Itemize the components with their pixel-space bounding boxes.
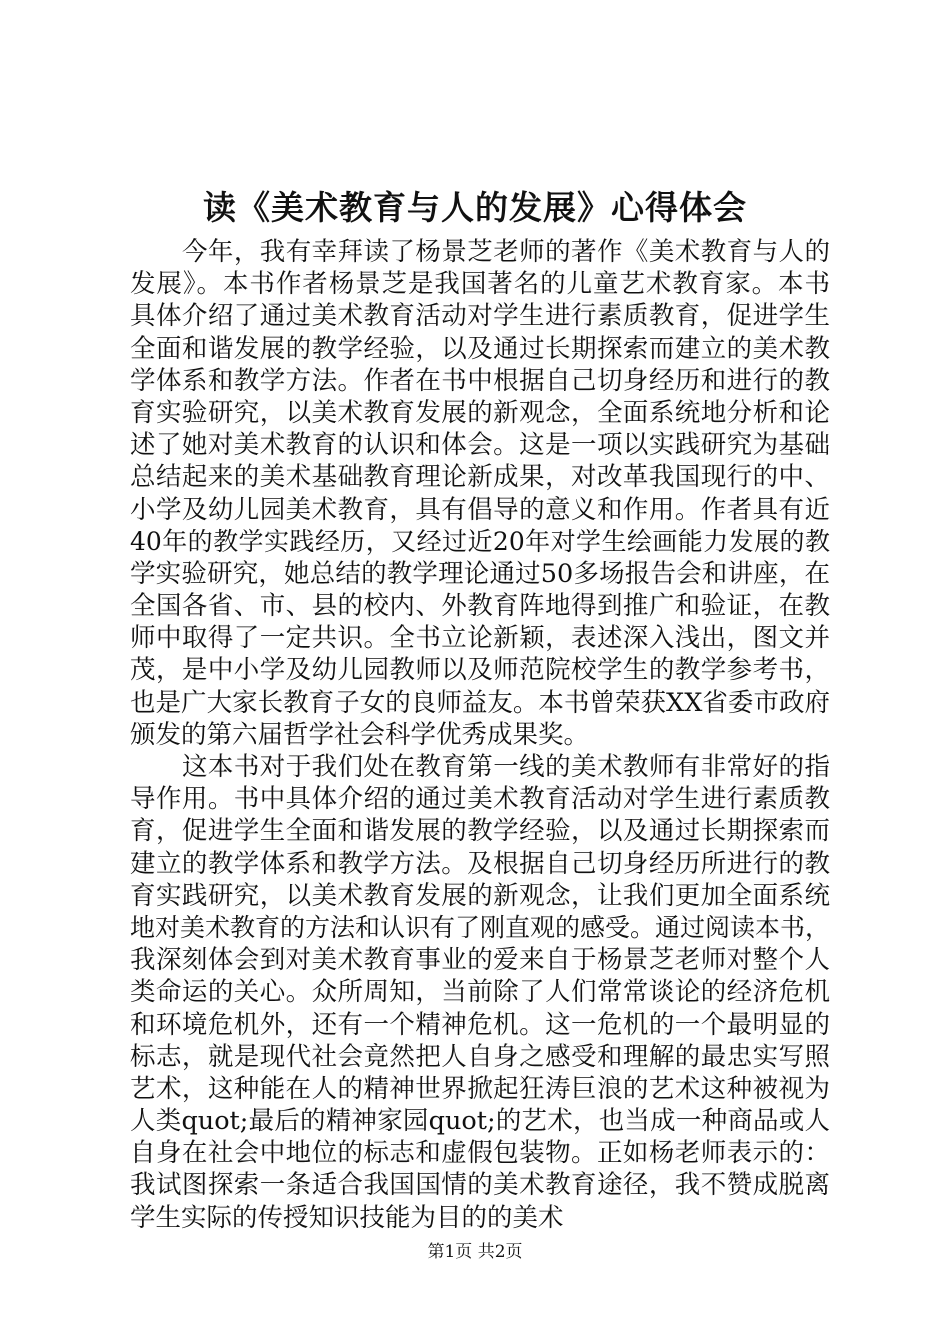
body-text-line: 述了她对美术教育的认识和体会。这是一项以实践研究为基础 (130, 430, 830, 461)
body-text-line: 颁发的第六届哲学社会科学优秀成果奖。 (130, 719, 590, 750)
body-text-line: 这本书对于我们处在教育第一线的美术教师有非常好的指 (182, 752, 830, 782)
body-text-line: 学实验研究，她总结的教学理论通过50多场报告会和讲座，在 (130, 558, 830, 589)
body-text-line: 师中取得了一定共识。全书立论新颖，表述深入浅出，图文并 (130, 623, 830, 654)
body-text-line: 也是广大家长教育子女的良师益友。本书曾荣获XX省委市政府 (130, 687, 830, 718)
body-text-line: 导作用。书中具体介绍的通过美术教育活动对学生进行素质教 (130, 784, 830, 815)
body-text-line: 学体系和教学方法。作者在书中根据自己切身经历和进行的教 (130, 365, 830, 396)
document-body (130, 236, 830, 1234)
body-text-line: 今年，我有幸拜读了杨景芝老师的著作《美术教育与人的 (182, 237, 830, 267)
body-text-line: 艺术，这种能在人的精神世界掀起狂涛巨浪的艺术这种被视为 (130, 1073, 830, 1104)
body-text-line: 茂，是中小学及幼儿园教师以及师范院校学生的教学参考书， (130, 655, 830, 686)
body-text-line: 总结起来的美术基础教育理论新成果，对改革我国现行的中、 (130, 462, 830, 493)
body-text-line: 学生实际的传授知识技能为目的的美术 (130, 1202, 564, 1233)
body-text-line: 我深刻体会到对美术教育事业的爱来自于杨景芝老师对整个人 (130, 945, 830, 976)
body-text-line: 发展》。本书作者杨景芝是我国著名的儿童艺术教育家。本书 (130, 269, 830, 300)
body-text-line: 40年的教学实践经历，又经过近20年对学生绘画能力发展的教 (130, 526, 830, 556)
body-text-line: 地对美术教育的方法和认识有了刚直观的感受。通过阅读本书， (130, 912, 831, 942)
body-text-line: 育实践研究，以美术教育发展的新观念，让我们更加全面系统 (130, 880, 830, 911)
body-text-line: 自身在社会中地位的标志和虚假包装物。正如杨老师表示的： (130, 1138, 830, 1169)
body-text-line: 育实验研究，以美术教育发展的新观念，全面系统地分析和论 (130, 397, 830, 428)
body-text-line: 育，促进学生全面和谐发展的教学经验，以及通过长期探索而 (130, 816, 830, 847)
body-text-line: 具体介绍了通过美术教育活动对学生进行素质教育，促进学生 (130, 301, 830, 332)
body-text-line: 类命运的关心。众所周知，当前除了人们常常谈论的经济危机 (130, 977, 830, 1008)
body-text-line: 我试图探索一条适合我国国情的美术教育途径，我不赞成脱离 (130, 1170, 830, 1201)
document-title: 读《美术教育与人的发展》心得体会 (203, 188, 747, 227)
page-footer: 第1页 共2页 (427, 1242, 523, 1262)
body-text-line: 和环境危机外，还有一个精神危机。这一危机的一个最明显的 (130, 1009, 830, 1040)
body-text-line: 全国各省、市、县的校内、外教育阵地得到推广和验证，在教 (130, 591, 830, 622)
body-text-line: 建立的教学体系和教学方法。及根据自己切身经历所进行的教 (130, 848, 830, 879)
body-text-line: 全面和谐发展的教学经验，以及通过长期探索而建立的美术教 (130, 333, 830, 364)
body-text-line: 人类quot;最后的精神家园quot;的艺术，也当成一种商品或人 (130, 1106, 830, 1137)
body-text-line: 小学及幼儿园美术教育，具有倡导的意义和作用。作者具有近 (130, 494, 830, 525)
body-text-line: 标志，就是现代社会竟然把人自身之感受和理解的最忠实写照 (130, 1041, 830, 1072)
